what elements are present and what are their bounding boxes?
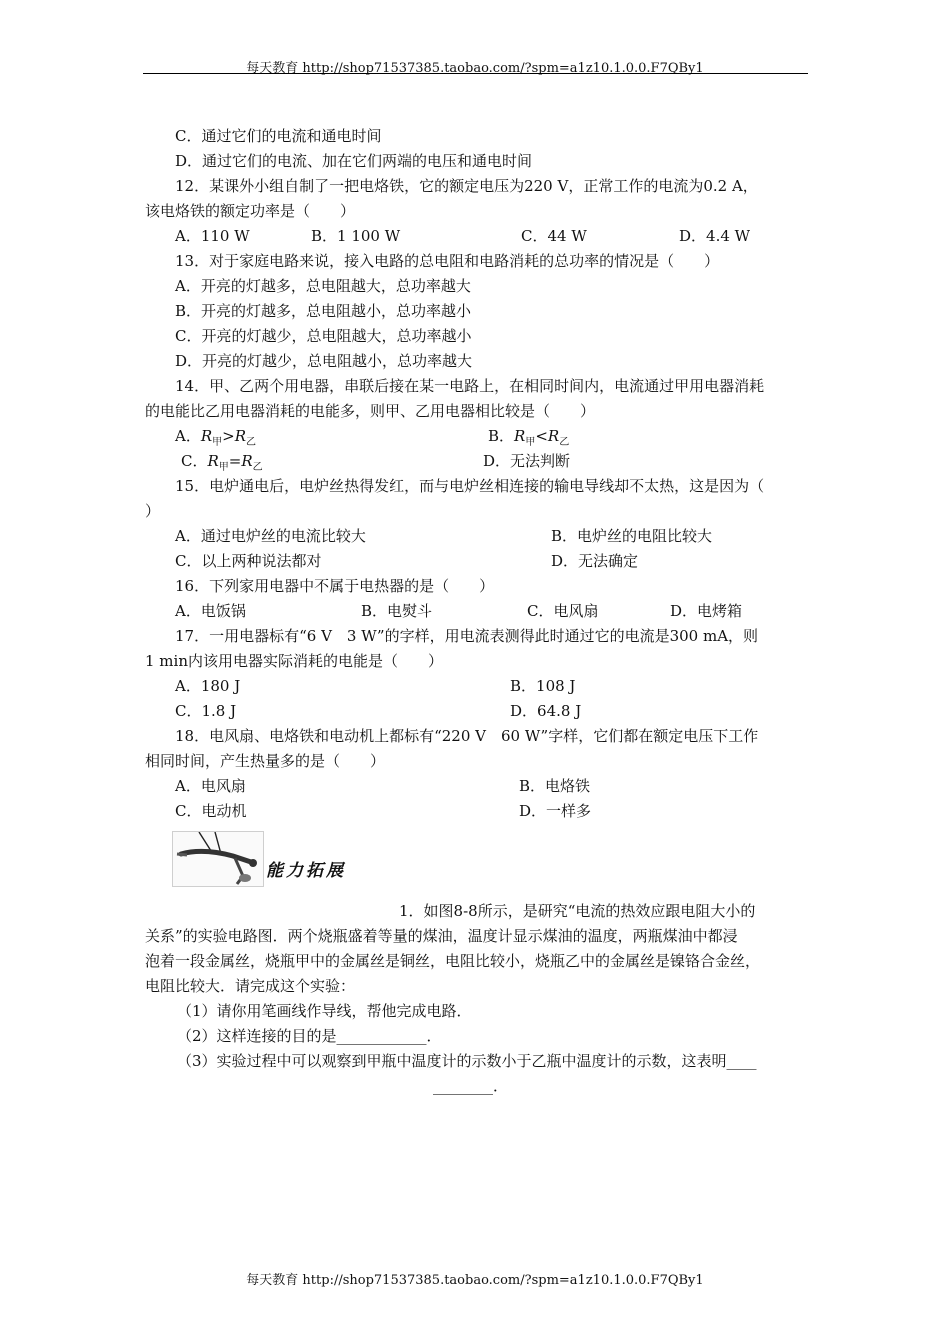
q12-line2: 该电烙铁的额定功率是（ ） (145, 202, 356, 220)
e1-line2: 关系”的实验电路图．两个烧瓶盛着等量的煤油，温度计显示煤油的温度，两瓶煤油中都浸 (145, 927, 738, 945)
gymnast-illustration (172, 831, 264, 887)
q17-option-c: C．1.8 J (175, 702, 237, 720)
q18-line1: 18．电风扇、电烙铁和电动机上都标有“220 V 60 W”字样，它们都在额定电压下工作 (175, 727, 759, 745)
q13-option-b: B．开亮的灯越多，总电阻越小，总功率越小 (175, 302, 472, 320)
page-footer: 每天教育 http://shop71537385.taobao.com/?spm=a1z10.1.0.0.F7QBy1 (246, 1273, 704, 1288)
q14-option-c: C．$R_甲=R_乙$ (181, 452, 263, 473)
q15-option-d: D．无法确定 (551, 552, 639, 570)
q13-option-c: C．开亮的灯越少，总电阻越大，总功率越小 (175, 327, 472, 345)
q12-option-a: A．110 W (175, 227, 250, 245)
q14-option-d: D．无法判断 (483, 452, 571, 470)
q15-option-c: C．以上两种说法都对 (175, 552, 322, 570)
q16-option-b: B．电熨斗 (361, 602, 433, 620)
e1-part1: （1）请你用笔画线作导线，帮他完成电路． (177, 1002, 472, 1020)
e1-line1: 1．如图8-8所示，是研究“电流的热效应跟电阻大小的 (399, 902, 756, 920)
header-rule (143, 73, 808, 74)
q14-option-b: B．$R_甲<R_乙$ (488, 427, 570, 448)
q17-option-b: B．108 J (510, 677, 576, 695)
page-header: 每天教育 http://shop71537385.taobao.com/?spm=a1z10.1.0.0.F7QBy1 (246, 61, 704, 76)
q15-option-a: A．通过电炉丝的电流比较大 (175, 527, 366, 545)
q18-option-a: A．电风扇 (175, 777, 246, 795)
q17-line2: 1 min内该用电器实际消耗的电能是（ ） (145, 652, 443, 670)
e1-line3: 泡着一段金属丝，烧瓶甲中的金属丝是铜丝，电阻比较小，烧瓶乙中的金属丝是镍铬合金丝， (145, 952, 761, 970)
e1-part2: （2）这样连接的目的是____________． (177, 1027, 442, 1045)
q16-option-d: D．电烤箱 (670, 602, 743, 620)
q13-line1: 13．对于家庭电路来说，接入电路的总电阻和电路消耗的总功率的情况是（ ） (175, 252, 720, 270)
q17-line1: 17．一用电器标有“6 V 3 W”的字样，用电流表测得此时通过它的电流是300 mA，则 (175, 627, 759, 645)
q12-option-d: D．4.4 W (679, 227, 751, 245)
q16-option-c: C．电风扇 (527, 602, 599, 620)
e1-part3: （3）实验过程中可以观察到甲瓶中温度计的示数小于乙瓶中温度计的示数，这表明____ (177, 1052, 757, 1070)
section-banner (172, 831, 352, 887)
q18-option-c: C．电动机 (175, 802, 247, 820)
q15-line1: 15．电炉通电后，电炉丝热得发红，而与电炉丝相连接的输电导线却不太热，这是因为（ (175, 477, 765, 495)
q14-option-a: A．$R_甲>R_乙$ (175, 427, 257, 448)
e1-part3-cont: ________． (433, 1077, 509, 1095)
q16-option-a: A．电饭锅 (175, 602, 246, 620)
q18-option-d: D．一样多 (519, 802, 592, 820)
q12-line1: 12．某课外小组自制了一把电烙铁，它的额定电压为220 V，正常工作的电流为0.2 A， (175, 177, 758, 195)
q14-line2: 的电能比乙用电器消耗的电能多，则甲、乙用电器相比较是（ ） (145, 402, 596, 420)
q17-option-d: D．64.8 J (510, 702, 582, 720)
q15-line2: ） (145, 502, 161, 520)
q18-option-b: B．电烙铁 (519, 777, 591, 795)
q12-option-b: B．1 100 W (311, 227, 401, 245)
q14-line1: 14．甲、乙两个用电器，串联后接在某一电路上，在相同时间内，电流通过甲用电器消耗 (175, 377, 765, 395)
q12-option-c: C．44 W (521, 227, 587, 245)
q15-option-b: B．电炉丝的电阻比较大 (551, 527, 713, 545)
q13-option-d: D．开亮的灯越少，总电阻越小，总功率越大 (175, 352, 473, 370)
q18-line2: 相同时间，产生热量多的是（ ） (145, 752, 386, 770)
section-title: 能力拓展 (266, 861, 346, 881)
q13-option-a: A．开亮的灯越多，总电阻越大，总功率越大 (175, 277, 471, 295)
e1-line4: 电阻比较大．请完成这个实验： (145, 977, 356, 995)
q16-line1: 16．下列家用电器中不属于电热器的是（ ） (175, 577, 495, 595)
q17-option-a: A．180 J (175, 677, 241, 695)
option-d: D．通过它们的电流、加在它们两端的电压和通电时间 (175, 152, 533, 170)
option-c: C．通过它们的电流和通电时间 (175, 127, 382, 145)
